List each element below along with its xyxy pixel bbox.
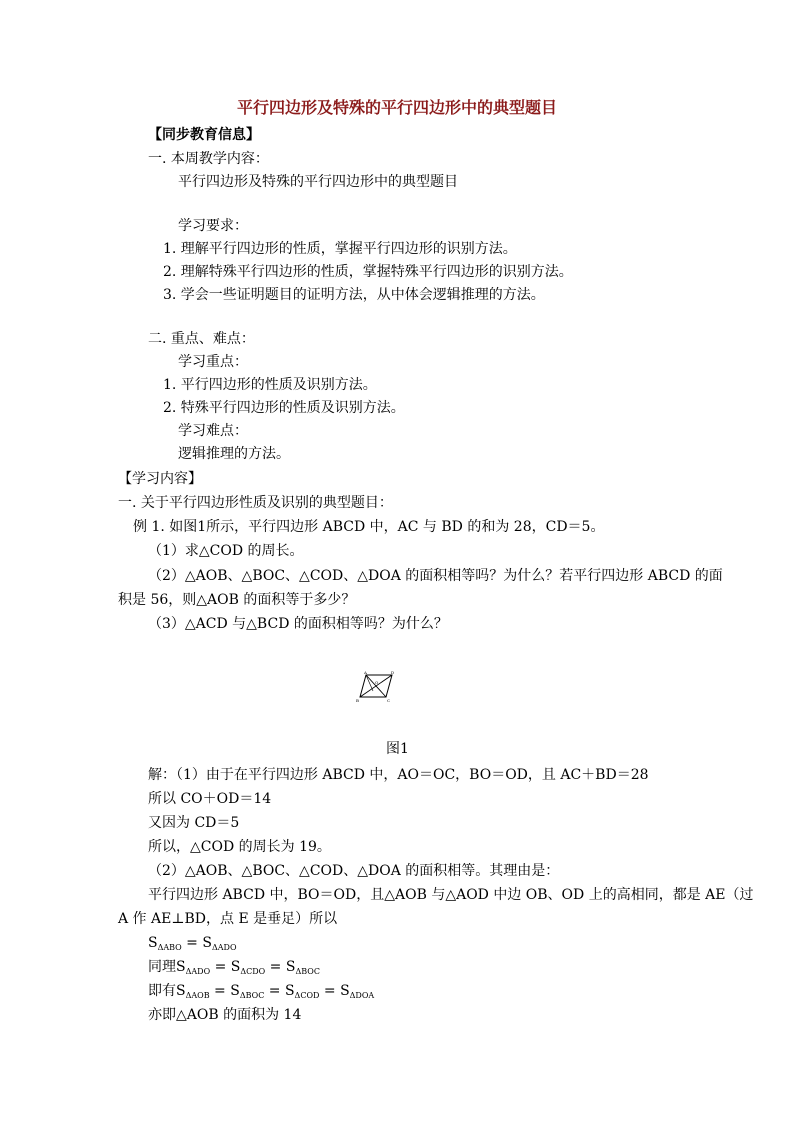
solution-line-7: 亦即△AOB 的面积为 14: [148, 1007, 302, 1023]
height-ae: [366, 675, 373, 691]
solution-line-4: 所以，△COD 的周长为 19。: [148, 839, 331, 855]
solution-line-2: 所以 CO＋OD＝14: [148, 791, 272, 807]
solution-line-5: （2）△AOB、△BOC、△COD、△DOA 的面积相等。其理由是：: [148, 863, 560, 879]
key-point-1: 1. 平行四边形的性质及识别方法。: [163, 377, 377, 393]
area-equation-3: 即有$S_{\Delta AOB} = S_{\Delta BOC} = S_{\Delta COD} = S_{\Delta DOA}$: [148, 983, 375, 1000]
requirement-item-2: 2. 理解特殊平行四边形的性质，掌握特殊平行四边形的识别方法。: [163, 264, 573, 280]
heading-requirements: 学习要求：: [178, 218, 248, 234]
solution-line-6b: A 作 AE⊥BD，点 E 是垂足）所以: [118, 911, 338, 927]
question-1: （1）求△COD 的周长。: [148, 543, 304, 559]
vertex-label-d: D: [391, 670, 395, 675]
heading-typical-problems: 一. 关于平行四边形性质及识别的典型题目：: [118, 495, 393, 511]
vertex-label-b: B: [356, 698, 359, 703]
week-content-text: 平行四边形及特殊的平行四边形中的典型题目: [178, 174, 458, 190]
key-point-2: 2. 特殊平行四边形的性质及识别方法。: [163, 400, 405, 416]
section-learning-content: 【学习内容】: [118, 471, 202, 487]
page-title: 平行四边形及特殊的平行四边形中的典型题目: [236, 98, 557, 117]
heading-difficult-points: 学习难点：: [178, 423, 248, 439]
section-sync-info: 【同步教育信息】: [148, 127, 260, 143]
requirement-item-3: 3. 学会一些证明题目的证明方法，从中体会逻辑推理的方法。: [163, 287, 545, 303]
solution-line-3: 又因为 CD＝5: [148, 815, 240, 831]
parallelogram-figure: [356, 669, 396, 703]
figure-caption: 图1: [386, 741, 409, 757]
center-label-o: O: [375, 680, 379, 685]
area-equation-2: 同理$S_{\Delta ADO} = S_{\Delta CDO} = S_{\Delta BOC}$: [148, 959, 320, 976]
area-equation-1: $S_{\Delta ABO} = S_{\Delta ADO}$: [148, 935, 237, 952]
question-3: （3）△ACD 与△BCD 的面积相等吗？为什么？: [148, 616, 448, 632]
solution-line-6a: 平行四边形 ABCD 中，BO＝OD，且△AOB 与△AOD 中边 OB、OD 上的高相同，都是 AE（过: [148, 887, 754, 903]
requirement-item-1: 1. 理解平行四边形的性质，掌握平行四边形的识别方法。: [163, 241, 517, 257]
question-2-line-1: （2）△AOB、△BOC、△COD、△DOA 的面积相等吗？为什么？若平行四边形 ABCD 的面: [148, 568, 723, 584]
heading-week-content: 一. 本周教学内容：: [148, 151, 269, 167]
heading-key-difficult: 二. 重点、难点：: [148, 331, 255, 347]
question-2-line-2: 积是 56，则△AOB 的面积等于多少？: [118, 592, 356, 608]
vertex-label-a: A: [364, 670, 367, 675]
heading-key-points: 学习重点：: [178, 354, 248, 370]
example-1-statement: 例 1. 如图1所示，平行四边形 ABCD 中，AC 与 BD 的和为 28，CD＝5。: [133, 519, 605, 535]
vertex-label-c: C: [387, 698, 391, 703]
solution-line-1: 解：（1）由于在平行四边形 ABCD 中，AO＝OC，BO＝OD，且 AC＋BD＝28: [148, 767, 649, 783]
difficult-point-text: 逻辑推理的方法。: [178, 446, 290, 462]
